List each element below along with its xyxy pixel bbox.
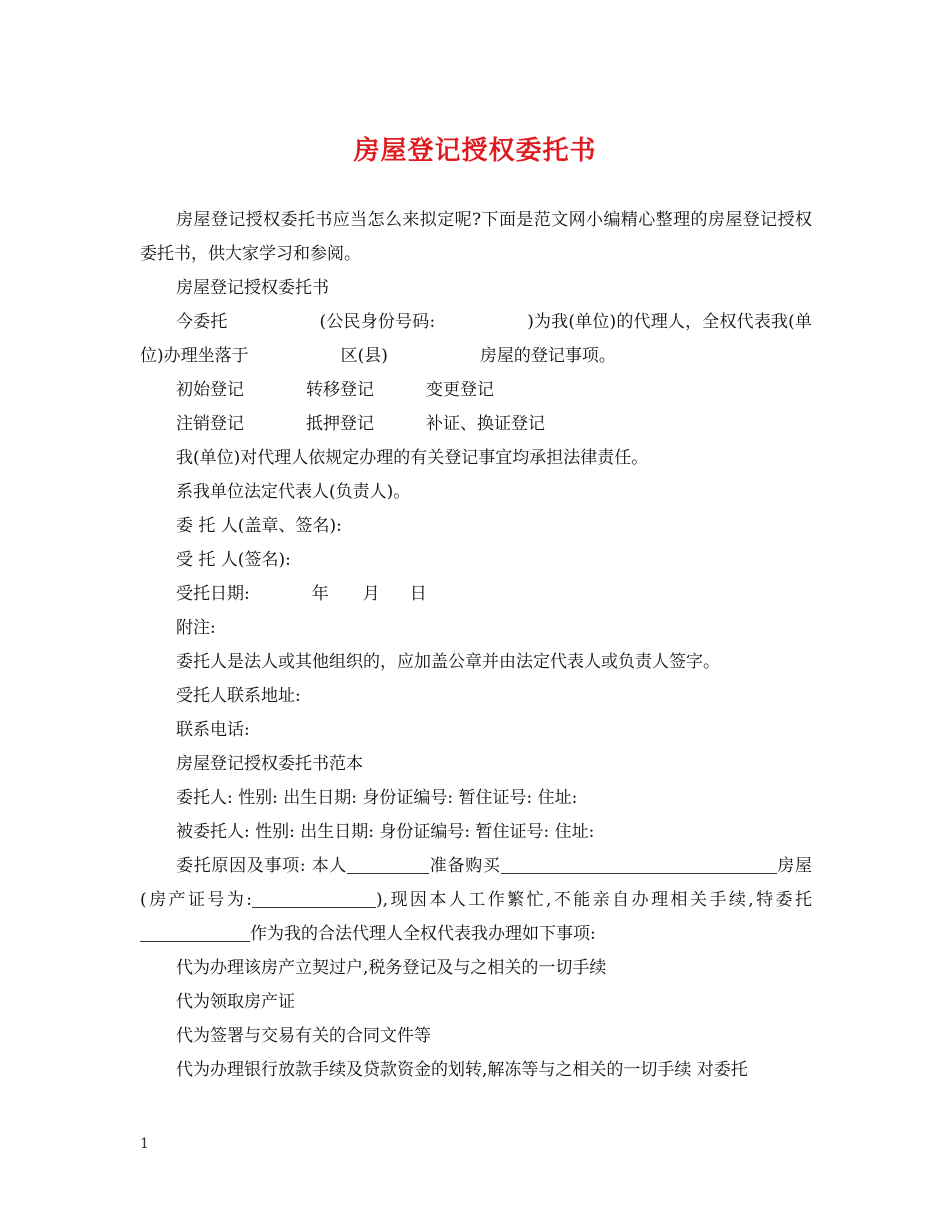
reason-text: 作为我的合法代理人全权代表我办理如下事项: [250, 924, 596, 944]
property-blank [501, 855, 777, 874]
option-mortgage: 抵押登记 [306, 414, 374, 434]
date-label: 受托日期: [176, 584, 250, 604]
entrust-text: 今委托 [176, 312, 228, 332]
list-item: 代为办理该房产立契过户,税务登记及与之相关的一切手续 [176, 958, 607, 978]
agent-blank [140, 923, 250, 942]
list-item: 代为领取房产证 [176, 992, 295, 1012]
date-month: 月 [362, 584, 380, 604]
note-label: 附注: [176, 618, 216, 638]
document-title: 房屋登记授权委托书 [353, 136, 597, 166]
document-body [140, 203, 812, 1087]
page-number: 1 [140, 1136, 149, 1152]
legal-rep-line: 系我单位法定代表人(负责人)。 [176, 482, 411, 502]
date-day: 日 [409, 584, 427, 604]
option-initial: 初始登记 [176, 380, 244, 400]
section-heading: 房屋登记授权委托书 [176, 278, 329, 298]
reason-text: 准备购买 [429, 856, 501, 876]
date-line [140, 577, 812, 611]
reason-text: ),现因本人工作繁忙,不能亲自办理相关手续,特委托 [376, 890, 812, 910]
intro-paragraph: 房屋登记授权委托书应当怎么来拟定呢?下面是范文网小编精心整理的房屋登记授权委托书，供大家学习和参阅。 [140, 210, 812, 264]
entrust-text: )为我(单位)的代理人，全权代表我(单位)办理坐落于 [140, 312, 812, 366]
registration-options-row [140, 407, 812, 441]
buyer-blank [347, 855, 429, 874]
entrust-paragraph [140, 305, 812, 373]
registration-options-row [140, 373, 812, 407]
responsibility-line: 我(单位)对代理人依规定办理的有关登记事宜均承担法律责任。 [176, 448, 649, 468]
agent-info-line: 被委托人: 性别: 出生日期: 身份证编号: 暂住证号: 住址: [176, 822, 595, 842]
option-cancel: 注销登记 [176, 414, 244, 434]
agent-address-line: 受托人联系地址: [176, 686, 301, 706]
option-reissue: 补证、换证登记 [426, 414, 545, 434]
note-text: 委托人是法人或其他组织的，应加盖公章并由法定代表人或负责人签字。 [176, 652, 720, 672]
entrust-text: (公民身份号码: [319, 312, 436, 332]
reason-text: 委托原因及事项: 本人 [176, 856, 348, 876]
date-year: 年 [311, 584, 329, 604]
option-change: 变更登记 [426, 380, 494, 400]
principal-signature-line: 委 托 人(盖章、签名): [176, 516, 342, 536]
reason-text: 房屋(房产证号为: [140, 856, 813, 910]
section-heading: 房屋登记授权委托书范本 [176, 754, 363, 774]
entrust-text: 区(县) [340, 346, 388, 366]
certificate-blank [252, 889, 376, 908]
entrust-text: 房屋的登记事项。 [479, 346, 616, 366]
option-transfer: 转移登记 [306, 380, 374, 400]
list-item: 代为办理银行放款手续及贷款资金的划转,解冻等与之相关的一切手续 对委托 [176, 1060, 748, 1080]
principal-info-line: 委托人: 性别: 出生日期: 身份证编号: 暂住证号: 住址: [176, 788, 578, 808]
agent-signature-line: 受 托 人(签名): [176, 550, 291, 570]
reason-paragraph [140, 849, 812, 951]
phone-line: 联系电话: [176, 720, 250, 740]
list-item: 代为签署与交易有关的合同文件等 [176, 1026, 431, 1046]
